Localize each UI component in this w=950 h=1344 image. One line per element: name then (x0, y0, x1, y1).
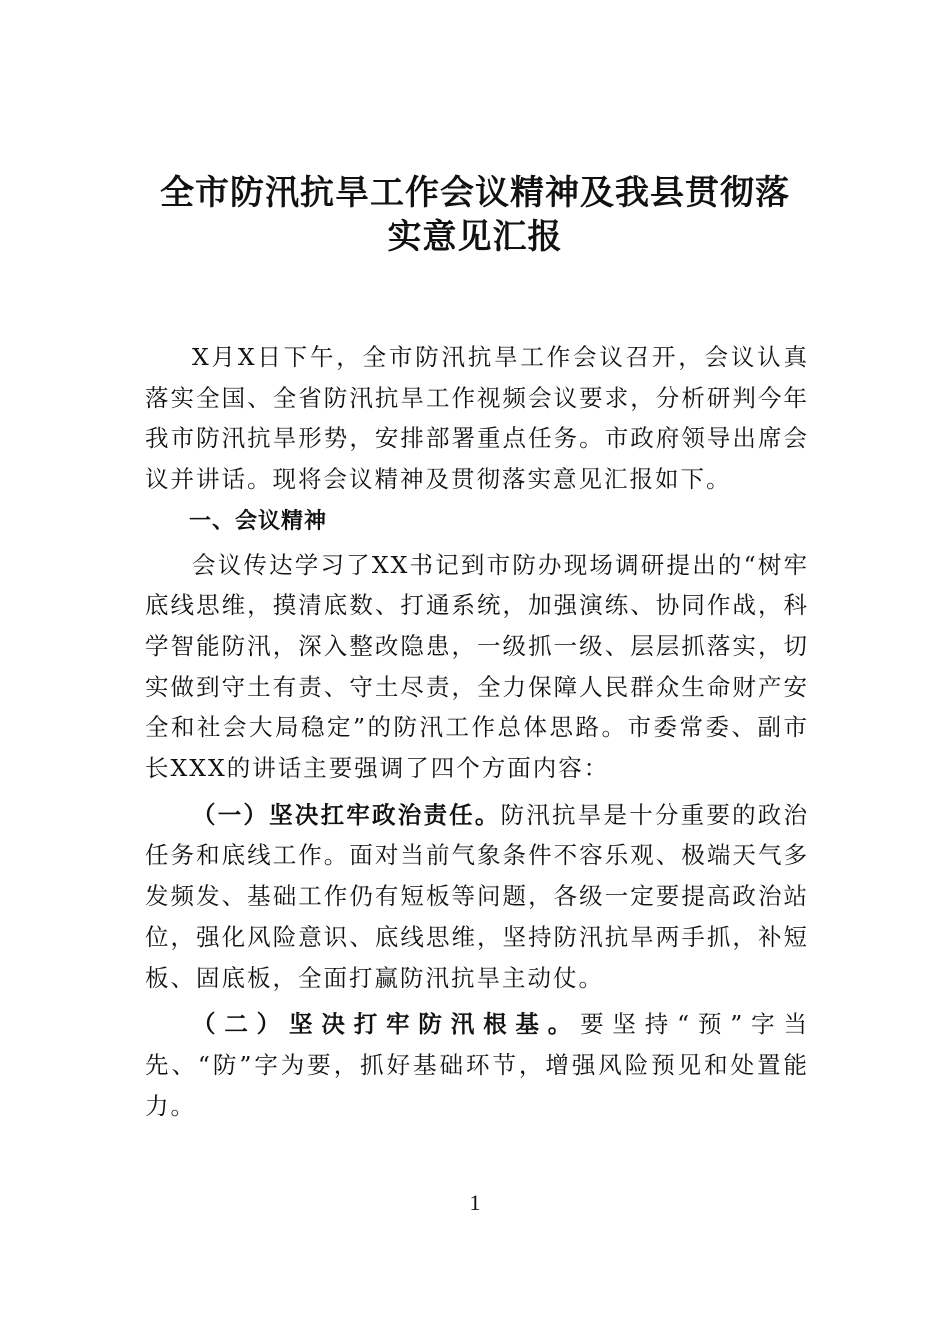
item-2-text: 要坚持“预”字当先、“防”字为要，抓好基础环节，增强风险预见和处置能力。 (145, 1010, 810, 1120)
intro-paragraph: X月X日下午，全市防汛抗旱工作会议召开，会议认真落实全国、全省防汛抗旱工作视频会议要求，分析研判今年我市防汛抗旱形势，安排部署重点任务。市政府领导出席会议并讲话。现将会议精神及贯彻落实意见汇报如下。 (145, 343, 809, 494)
document-title-line-1: 全市防汛抗旱工作会议精神及我县贯彻落 (160, 173, 790, 213)
item-1-text: 防汛抗旱是十分重要的政治任务和底线工作。面对当前气象条件不容乐观、极端天气多发频发、基础工作仍有短板等问题，各级一定要提高政治站位，强化风险意识、底线思维，坚持防汛抗旱两手抓，补短板、固底板，全面打赢防汛抗旱主动仗。 (145, 800, 810, 992)
item-2-title: （二）坚决打牢防汛根基。 (192, 1010, 581, 1039)
item-1-title: （一）坚决扛牢政治责任。 (192, 800, 501, 829)
item-2-paragraph (145, 1004, 809, 1126)
document-body (145, 337, 809, 1126)
section-heading: 一、会议精神 (189, 508, 328, 534)
document-title-line-2: 实意见汇报 (387, 217, 563, 257)
item-1-paragraph (145, 795, 809, 999)
meeting-spirit-paragraph: 会议传达学习了XX书记到市防办现场调研提出的“树牢底线思维，摸清底数、打通系统，加强演练、协同作战，科学智能防汛，深入整改隐患，一级抓一级、层层抓落实，切实做到守土有责、守土尽责，全力保障人民群众生命财产安全和社会大局稳定”的防汛工作总体思路。市委常委、副市长XXX的讲话主要强调了四个方面内容： (145, 550, 809, 783)
page-number: 1 (469, 1190, 481, 1215)
